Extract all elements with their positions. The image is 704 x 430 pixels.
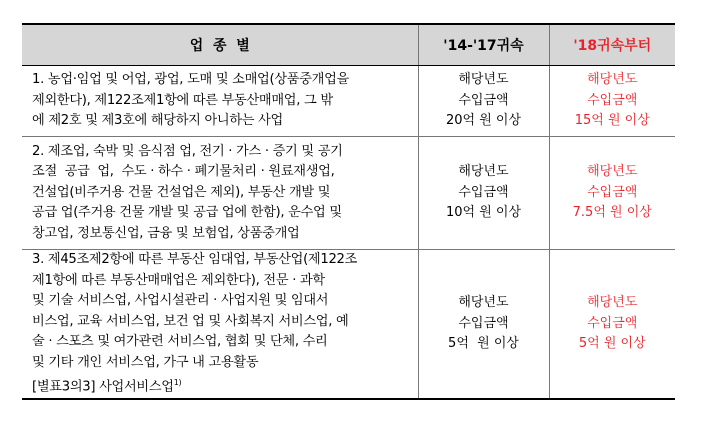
description-line: 및 기타 개인 서비스업, 가구 내 고용활동 <box>32 354 259 370</box>
industry-description <box>22 250 418 400</box>
threshold-amount: 7.5억 원 이상 <box>572 205 652 221</box>
description-line: 조절 공급 업, 수도 · 하수 · 폐기물처리 · 원료재생업, <box>32 164 335 180</box>
description-line: 공급 업(주거용 건물 개발 및 공급 업에 한함), 운수업 및 <box>32 205 342 221</box>
description-line: 1. 농업·임업 및 어업, 광업, 도매 및 소매업(상품중개업을 <box>32 72 349 88</box>
description-line <box>32 373 412 398</box>
threshold-amount: 10억 원 이상 <box>445 205 522 221</box>
description-line: 에 제2호 및 제3호에 해당하지 아니하는 사업 <box>32 113 283 129</box>
threshold-table <box>22 23 675 400</box>
description-line: 및 기술 서비스업, 사업시설관리 · 사업지원 및 임대서 <box>32 293 329 309</box>
description-line: 3. 제45조제2항에 따른 부동산 임대업, 부동산업(제122조 <box>32 252 358 268</box>
threshold-2014-2017 <box>418 66 549 137</box>
threshold-2018 <box>549 66 675 137</box>
description-line: 2. 제조업, 숙박 및 음식점 업, 전기 · 가스 · 증기 및 공기 <box>32 143 343 159</box>
threshold-line: 수입금액 <box>587 315 638 331</box>
description-line: 술 · 스포츠 및 여가관련 서비스업, 협회 및 단체, 수리 <box>32 334 328 350</box>
header-category: 업 종 별 <box>22 24 418 66</box>
threshold-line: 해당년도 <box>587 72 638 88</box>
threshold-line: 수입금액 <box>458 184 509 200</box>
threshold-line: 해당년도 <box>458 72 509 88</box>
threshold-2014-2017 <box>418 250 549 400</box>
threshold-amount: 15억 원 이상 <box>574 113 650 129</box>
threshold-2018 <box>549 137 675 250</box>
threshold-line: 해당년도 <box>458 164 509 180</box>
table-row <box>22 250 675 400</box>
description-line: 창고업, 정보통신업, 금융 및 보험업, 상품중개업 <box>32 225 300 241</box>
threshold-2018 <box>549 250 675 400</box>
threshold-amount: 20억 원 이상 <box>445 113 522 129</box>
threshold-line: 수입금액 <box>587 92 638 108</box>
table-row <box>22 66 675 137</box>
threshold-2014-2017 <box>418 137 549 250</box>
threshold-amount: 5억 원 이상 <box>578 336 646 352</box>
threshold-line: 수입금액 <box>458 315 509 331</box>
header-row <box>22 24 675 66</box>
threshold-line: 해당년도 <box>587 164 638 180</box>
description-line: 제외한다), 제122조제1항에 따른 부동산매매업, 그 밖 <box>32 92 333 108</box>
industry-description <box>22 137 418 250</box>
industry-description <box>22 66 418 137</box>
table-row <box>22 137 675 250</box>
footnote-marker: 1) <box>173 378 182 388</box>
description-line: 제1항에 따른 부동산매매업은 제외한다), 전문 · 과학 <box>32 272 325 288</box>
threshold-line: 해당년도 <box>587 295 638 311</box>
description-line: 건설업(비주거용 건물 건설업은 제외), 부동산 개발 및 <box>32 184 331 200</box>
threshold-line: 수입금액 <box>587 184 638 200</box>
threshold-line: 수입금액 <box>458 92 509 108</box>
header-period-2014-2017: '14-'17귀속 <box>418 24 549 66</box>
description-text: [별표3의3] 사업서비스업 <box>32 379 174 395</box>
description-line: 비스업, 교육 서비스업, 보건 업 및 사회복지 서비스업, 예 <box>32 313 349 329</box>
threshold-amount: 5억 원 이상 <box>448 336 519 352</box>
header-period-2018: '18귀속부터 <box>549 24 675 66</box>
threshold-line: 해당년도 <box>458 295 509 311</box>
